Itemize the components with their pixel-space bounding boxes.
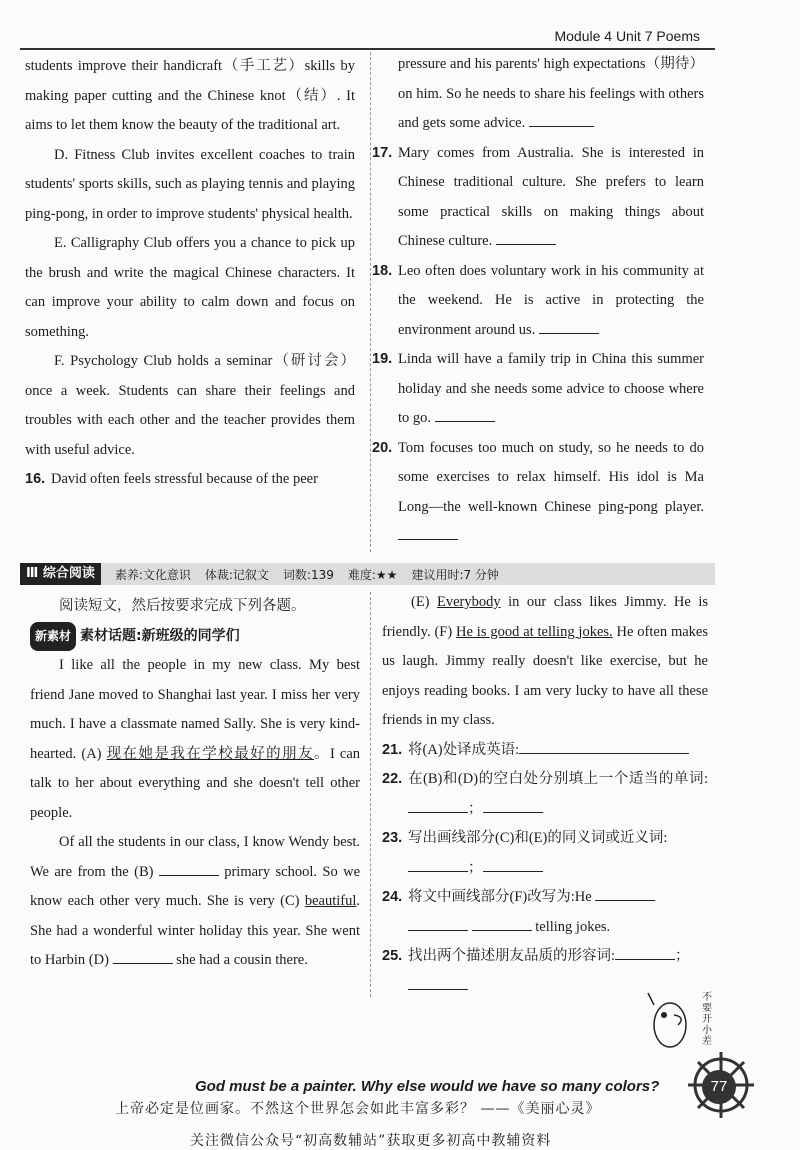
question-19 [372,345,704,434]
club-d: D. Fitness Club invites excellent coaches to train students' sports skills, such as playing tennis and playing ping-pong, in order to improve students' physical health. [25,146,355,222]
topic-line [30,622,360,652]
club-f: F. Psychology Club holds a seminar（研讨会）once a week. Students can share their feelings and troubles with each other and the teacher provides them with useful advice. [25,353,355,458]
question-text: 写出画线部分(C)和(E)的同义词或近义词: [408,830,668,846]
passage-text: (E) [411,594,438,610]
footer-quote-english: God must be a painter. Why else would we have so many colors? [195,1078,660,1095]
parrot-mascot-icon [640,985,700,1055]
question-text: David often feels stressful because of the peer [51,471,318,487]
question-text: 将(A)处译成英语: [408,741,520,758]
question-25: 25. 找出两个描述朋友品质的形容词: ； [382,942,708,1001]
question-text: telling jokes. [535,918,611,935]
question-21 [382,736,708,766]
question-22: 22. 在(B)和(D)的空白处分别填上一个适当的单词:； [382,765,708,824]
underlined-f: He is good at telling jokes. [456,623,613,640]
question-23: 23. 写出画线部分(C)和(E)的同义词或近义词: ； [382,824,708,883]
section-label: Ⅲ 综合阅读 [20,563,101,585]
literacy-label: 素养:文化意识 [114,567,191,582]
side-vertical-text: 不要开小差 [702,992,712,1047]
passage-text: I like all the people in my new class. My best friend Jane moved to Shanghai last year. I miss her very much. I have a classmate named Sally. She is very kind-hearted. (A) [30,657,360,762]
word-count-label: 词数:139 [282,567,334,582]
underlined-c: beautiful [304,893,357,909]
answer-blank-22b[interactable] [408,797,468,813]
underlined-a: 现在她是我在学校最好的朋友 [106,745,315,762]
topic-title: 素材话题:新班级的同学们 [80,627,240,644]
question-text: Leo often does voluntary work in his community at the weekend. He is active in protecting the environment around us. [398,262,704,338]
column-divider [370,592,372,997]
answer-blank-17[interactable] [496,230,556,246]
top-left-column [25,52,355,495]
answer-blank-22d[interactable] [483,797,543,813]
passage-text: she had a cousin there. [172,952,308,968]
answer-blank-23e[interactable] [483,856,543,872]
answer-blank-19[interactable] [435,407,495,423]
page-number: 77 [702,1070,736,1104]
club-c-tail: students improve their handicraft（手工艺）skills by making paper cutting and the Chinese knot（结）. It aims to let them know the beauty of the traditional art. [25,58,355,133]
question-text: 将文中画线部分(F)改写为:He [408,889,592,905]
passage-paragraph-3 [382,588,708,736]
question-20 [372,434,704,552]
question-text: 找出两个描述朋友品质的形容词: [408,948,616,964]
blank-d[interactable] [113,949,173,965]
answer-blank-18[interactable] [539,318,599,334]
question-number: 25. [382,948,403,964]
question-text: 在(B)和(D)的空白处分别填上一个适当的单词: [408,771,708,787]
answer-blank-24a[interactable] [595,886,655,902]
answer-blank-25b[interactable] [408,974,468,990]
new-material-tag: 新素材 [30,622,76,652]
question-number: 21. [382,741,403,758]
question-number: 22. [382,771,403,787]
passage-paragraph-2 [30,828,360,976]
reading-passage [30,592,360,976]
module-header: Module 4 Unit 7 Poems [554,28,700,44]
question-text: Mary comes from Australia. She is interested in Chinese traditional culture. She prefers to learn some practical skills on making things about Chinese culture. [398,144,704,249]
question-number: 19. [372,351,393,367]
passage-text: primary school. So we know each other very much. She is very (C) [30,863,361,909]
section-info-bar [20,563,715,585]
answer-blank-21[interactable] [519,738,689,754]
genre-label: 体裁:记叙文 [204,567,269,582]
question-16-continued: pressure and his parents' high expectations（期待）on him. So he needs to share his feelings with others and gets some advice. [398,56,704,131]
reading-instruction: 阅读短文，然后按要求完成下列各题。 [59,598,306,614]
question-number: 17. [372,144,393,161]
underlined-e: Everybody [437,594,501,610]
difficulty-label: 难度:★★ [347,567,398,582]
question-18 [372,257,704,346]
footer-quote-chinese: 上帝必定是位画家。不然这个世界怎会如此丰富多彩？ ——《美丽心灵》 [115,1101,601,1117]
question-17 [372,139,704,257]
top-right-column [372,50,704,552]
question-16 [25,465,355,495]
question-number: 24. [382,889,403,905]
passage-text: 。I can talk to her about everything and she doesn't tell other people. [30,745,361,821]
question-number: 16. [25,471,46,487]
answer-blank-16[interactable] [529,112,594,128]
passage-text: He often makes us laugh. Jimmy really doesn't like exercise, but he enjoys reading books. I am very lucky to have all these friends in my class. [382,623,708,728]
passage-text: . She had a wonderful winter holiday this year. She went to Harbin (D) [30,893,360,968]
footer-note: 关注微信公众号“初高数辅站”获取更多初高中教辅资料 [190,1133,552,1149]
club-e: E. Calligraphy Club offers you a chance to pick up the brush and write the magical Chinese characters. It can improve your ability to calm down and focus on something. [25,235,355,340]
passage-text: Of all the students in our class, I know Wendy best. We are from the (B) [30,834,360,880]
time-label: 建议用时:7 分钟 [411,567,499,582]
question-text: Tom focuses too much on study, so he needs to do some exercises to relax himself. His idol is Ma Long—the well-known Chinese ping-pong player. [398,439,704,515]
question-number: 20. [372,439,393,456]
answer-blank-20[interactable] [398,525,458,541]
answer-blank-24c[interactable] [472,915,532,931]
passage-text: in our class likes Jimmy. He is friendly. (F) [382,594,709,640]
blank-b[interactable] [159,860,219,876]
passage-paragraph-1 [30,651,360,828]
answer-blank-25a[interactable] [615,945,675,961]
question-24 [382,883,708,942]
question-number: 23. [382,830,403,846]
question-number: 18. [372,262,393,279]
question-text: Linda will have a family trip in China this summer holiday and she needs some advice to choose where to go. [398,351,704,426]
reading-right-column [382,588,708,1001]
answer-blank-24b[interactable] [408,915,468,931]
answer-blank-23c[interactable] [408,856,468,872]
